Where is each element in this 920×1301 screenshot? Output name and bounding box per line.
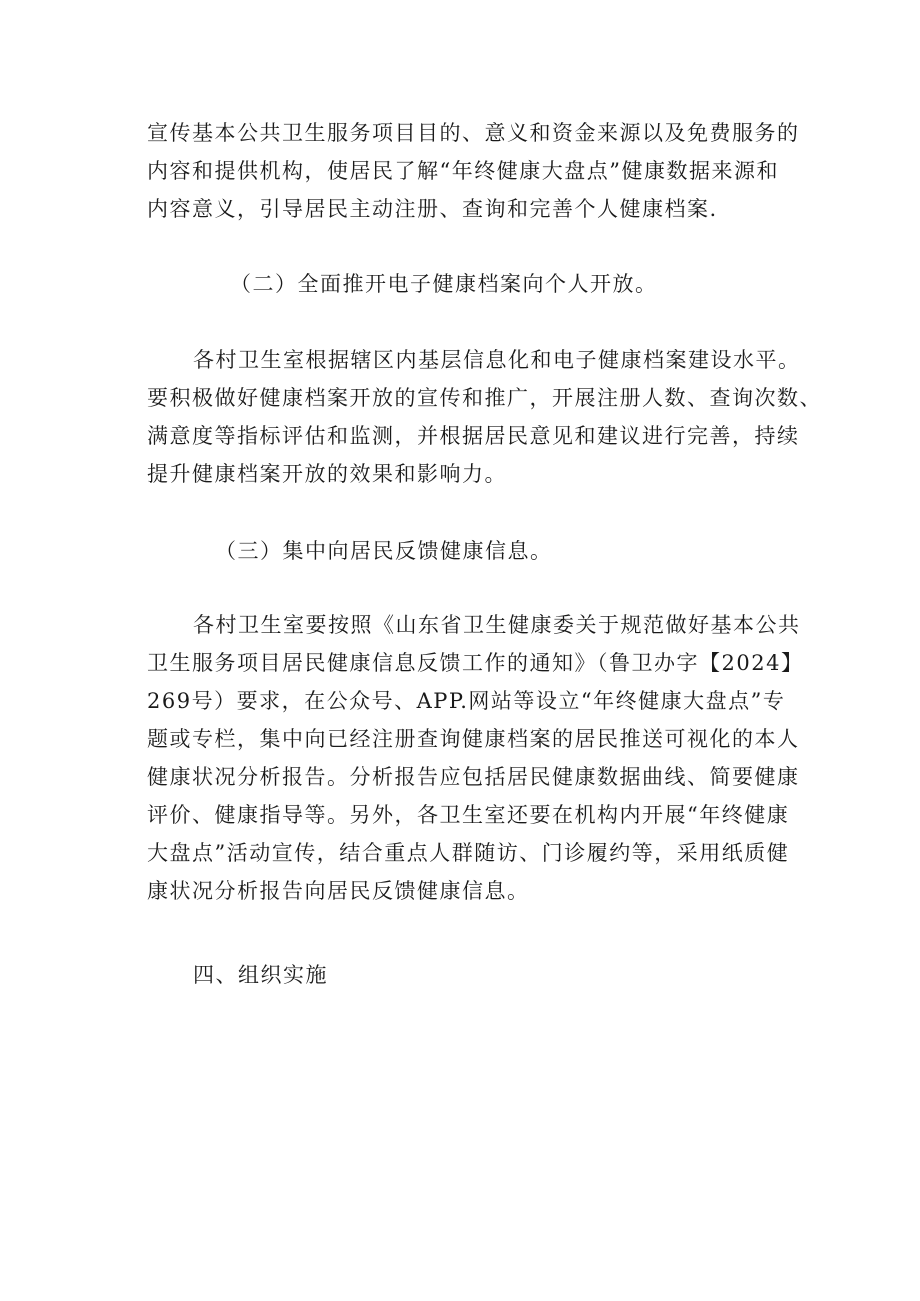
paragraph-line: 大盘点”活动宣传，结合重点人群随访、门诊履约等，采用纸质健: [147, 841, 790, 865]
paragraph-line: 各村卫生室根据辖区内基层信息化和电子健康档案建设水平。: [193, 348, 801, 372]
section-heading-4: 四、组织实施: [193, 963, 328, 987]
paragraph-line: 评价、健康指导等。另外，各卫生室还要在机构内开展“年终健康: [147, 803, 790, 827]
section-heading-2: （二）全面推开电子健康档案向个人开放。: [230, 272, 658, 296]
paragraph-line: 题或专栏，集中向已经注册查询健康档案的居民推送可视化的本人: [147, 727, 800, 751]
paragraph-line: 健康状况分析报告。分析报告应包括居民健康数据曲线、简要健康: [147, 765, 800, 789]
paragraph-line: 康状况分析报告向居民反馈健康信息。: [147, 879, 530, 903]
paragraph-line: 内容意义，引导居民主动注册、查询和完善个人健康档案.: [147, 197, 718, 221]
paragraph-line: 卫生服务项目居民健康信息反馈工作的通知》（鲁卫办字【2024】: [147, 651, 804, 675]
paragraph-line: 内容和提供机构，使居民了解“年终健康大盘点”健康数据来源和: [147, 159, 779, 183]
paragraph-line: 提升健康档案开放的效果和影响力。: [147, 462, 507, 486]
paragraph-line: 要积极做好健康档案开放的宣传和推广，开展注册人数、查询次数、: [147, 386, 822, 410]
paragraph-line: 269号）要求，在公众号、APP.网站等设立“年终健康大盘点”专: [147, 689, 786, 713]
paragraph-line: 宣传基本公共卫生服务项目目的、意义和资金来源以及免费服务的: [147, 121, 800, 145]
section-heading-3: （三）集中向居民反馈健康信息。: [215, 539, 553, 563]
paragraph-line: 满意度等指标评估和监测，并根据居民意见和建议进行完善，持续: [147, 424, 800, 448]
paragraph-line: 各村卫生室要按照《山东省卫生健康委关于规范做好基本公共: [193, 613, 801, 637]
